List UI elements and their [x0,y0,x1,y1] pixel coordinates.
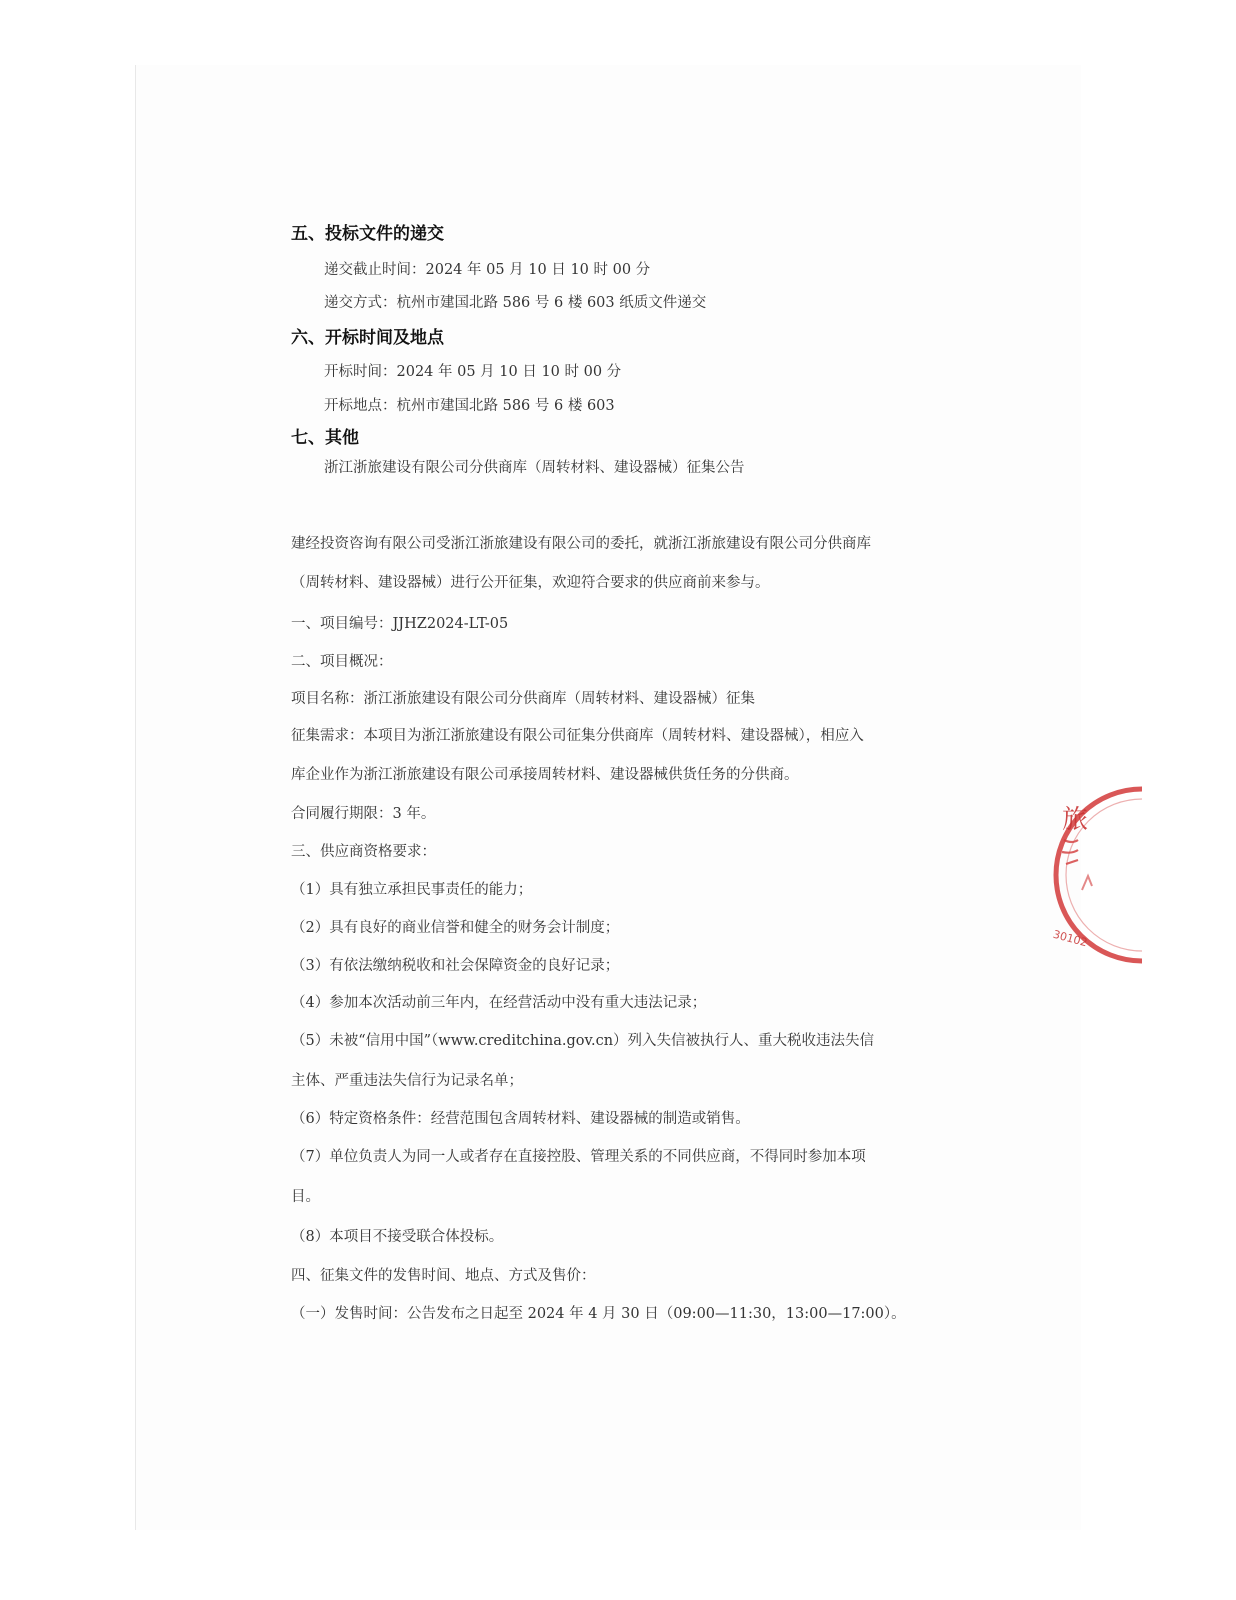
requirement-8: （8）本项目不接受联合体投标。 [291,1229,504,1245]
requirement-7-line-1: （7）单位负责人为同一人或者存在直接控股、管理关系的不同供应商，不得同时参加本项 [291,1149,866,1165]
section-6-heading: 六、开标时间及地点 [291,328,444,348]
requirement-1: （1）具有独立承担民事责任的能力； [291,882,533,898]
requirement-2: （2）具有良好的商业信誉和健全的财务会计制度； [291,920,620,936]
sale-time: （一）发售时间：公告发布之日起至 2024 年 4 月 30 日（09:00—11:30，13:00—17:00）。 [291,1306,906,1322]
contract-term: 合同履行期限：3 年。 [291,806,436,822]
demand-line-2: 库企业作为浙江浙旅建设有限公司承接周转材料、建设器械供货任务的分供商。 [291,767,799,783]
submission-deadline: 递交截止时间：2024 年 05 月 10 日 10 时 00 分 [324,262,651,278]
requirement-3: （3）有依法缴纳税收和社会保障资金的良好记录； [291,958,620,974]
intro-line-1: 建经投资咨询有限公司受浙江浙旅建设有限公司的委托，就浙江浙旅建设有限公司分供商库 [291,536,871,552]
requirement-5-line-2: 主体、严重违法失信行为记录名单； [291,1073,523,1089]
requirement-7-line-2: 目。 [291,1189,320,1205]
qualification-heading: 三、供应商资格要求： [291,844,436,860]
seal-code: 30102 [1052,927,1089,950]
notice-title: 浙江浙旅建设有限公司分供商库（周转材料、建设器械）征集公告 [324,460,745,476]
seal-graphic [1052,780,1142,970]
submission-method: 递交方式：杭州市建国北路 586 号 6 楼 603 纸质文件递交 [324,295,707,311]
requirement-5-line-1: （5）未被“信用中国”（www.creditchina.gov.cn）列入失信被执行人、重大税收违法失信 [291,1033,875,1049]
opening-time: 开标时间：2024 年 05 月 10 日 10 时 00 分 [324,364,622,380]
section-5-heading: 五、投标文件的递交 [291,224,444,244]
sale-info-heading: 四、征集文件的发售时间、地点、方式及售价： [291,1268,596,1284]
project-name: 项目名称：浙江浙旅建设有限公司分供商库（周转材料、建设器械）征集 [291,691,755,707]
demand-line-1: 征集需求：本项目为浙江浙旅建设有限公司征集分供商库（周转材料、建设器械），相应入 [291,728,864,744]
company-seal [1052,780,1142,970]
project-overview-heading: 二、项目概况： [291,654,393,670]
requirement-4: （4）参加本次活动前三年内，在经营活动中没有重大违法记录； [291,995,707,1011]
opening-place: 开标地点：杭州市建国北路 586 号 6 楼 603 [324,398,615,414]
section-7-heading: 七、其他 [291,428,359,448]
intro-line-2: （周转材料、建设器械）进行公开征集，欢迎符合要求的供应商前来参与。 [291,575,770,591]
requirement-6: （6）特定资格条件：经营范围包含周转材料、建设器械的制造或销售。 [291,1111,750,1127]
project-number: 一、项目编号：JJHZ2024-LT-05 [291,616,509,632]
seal-char: 旅 [1062,805,1089,835]
